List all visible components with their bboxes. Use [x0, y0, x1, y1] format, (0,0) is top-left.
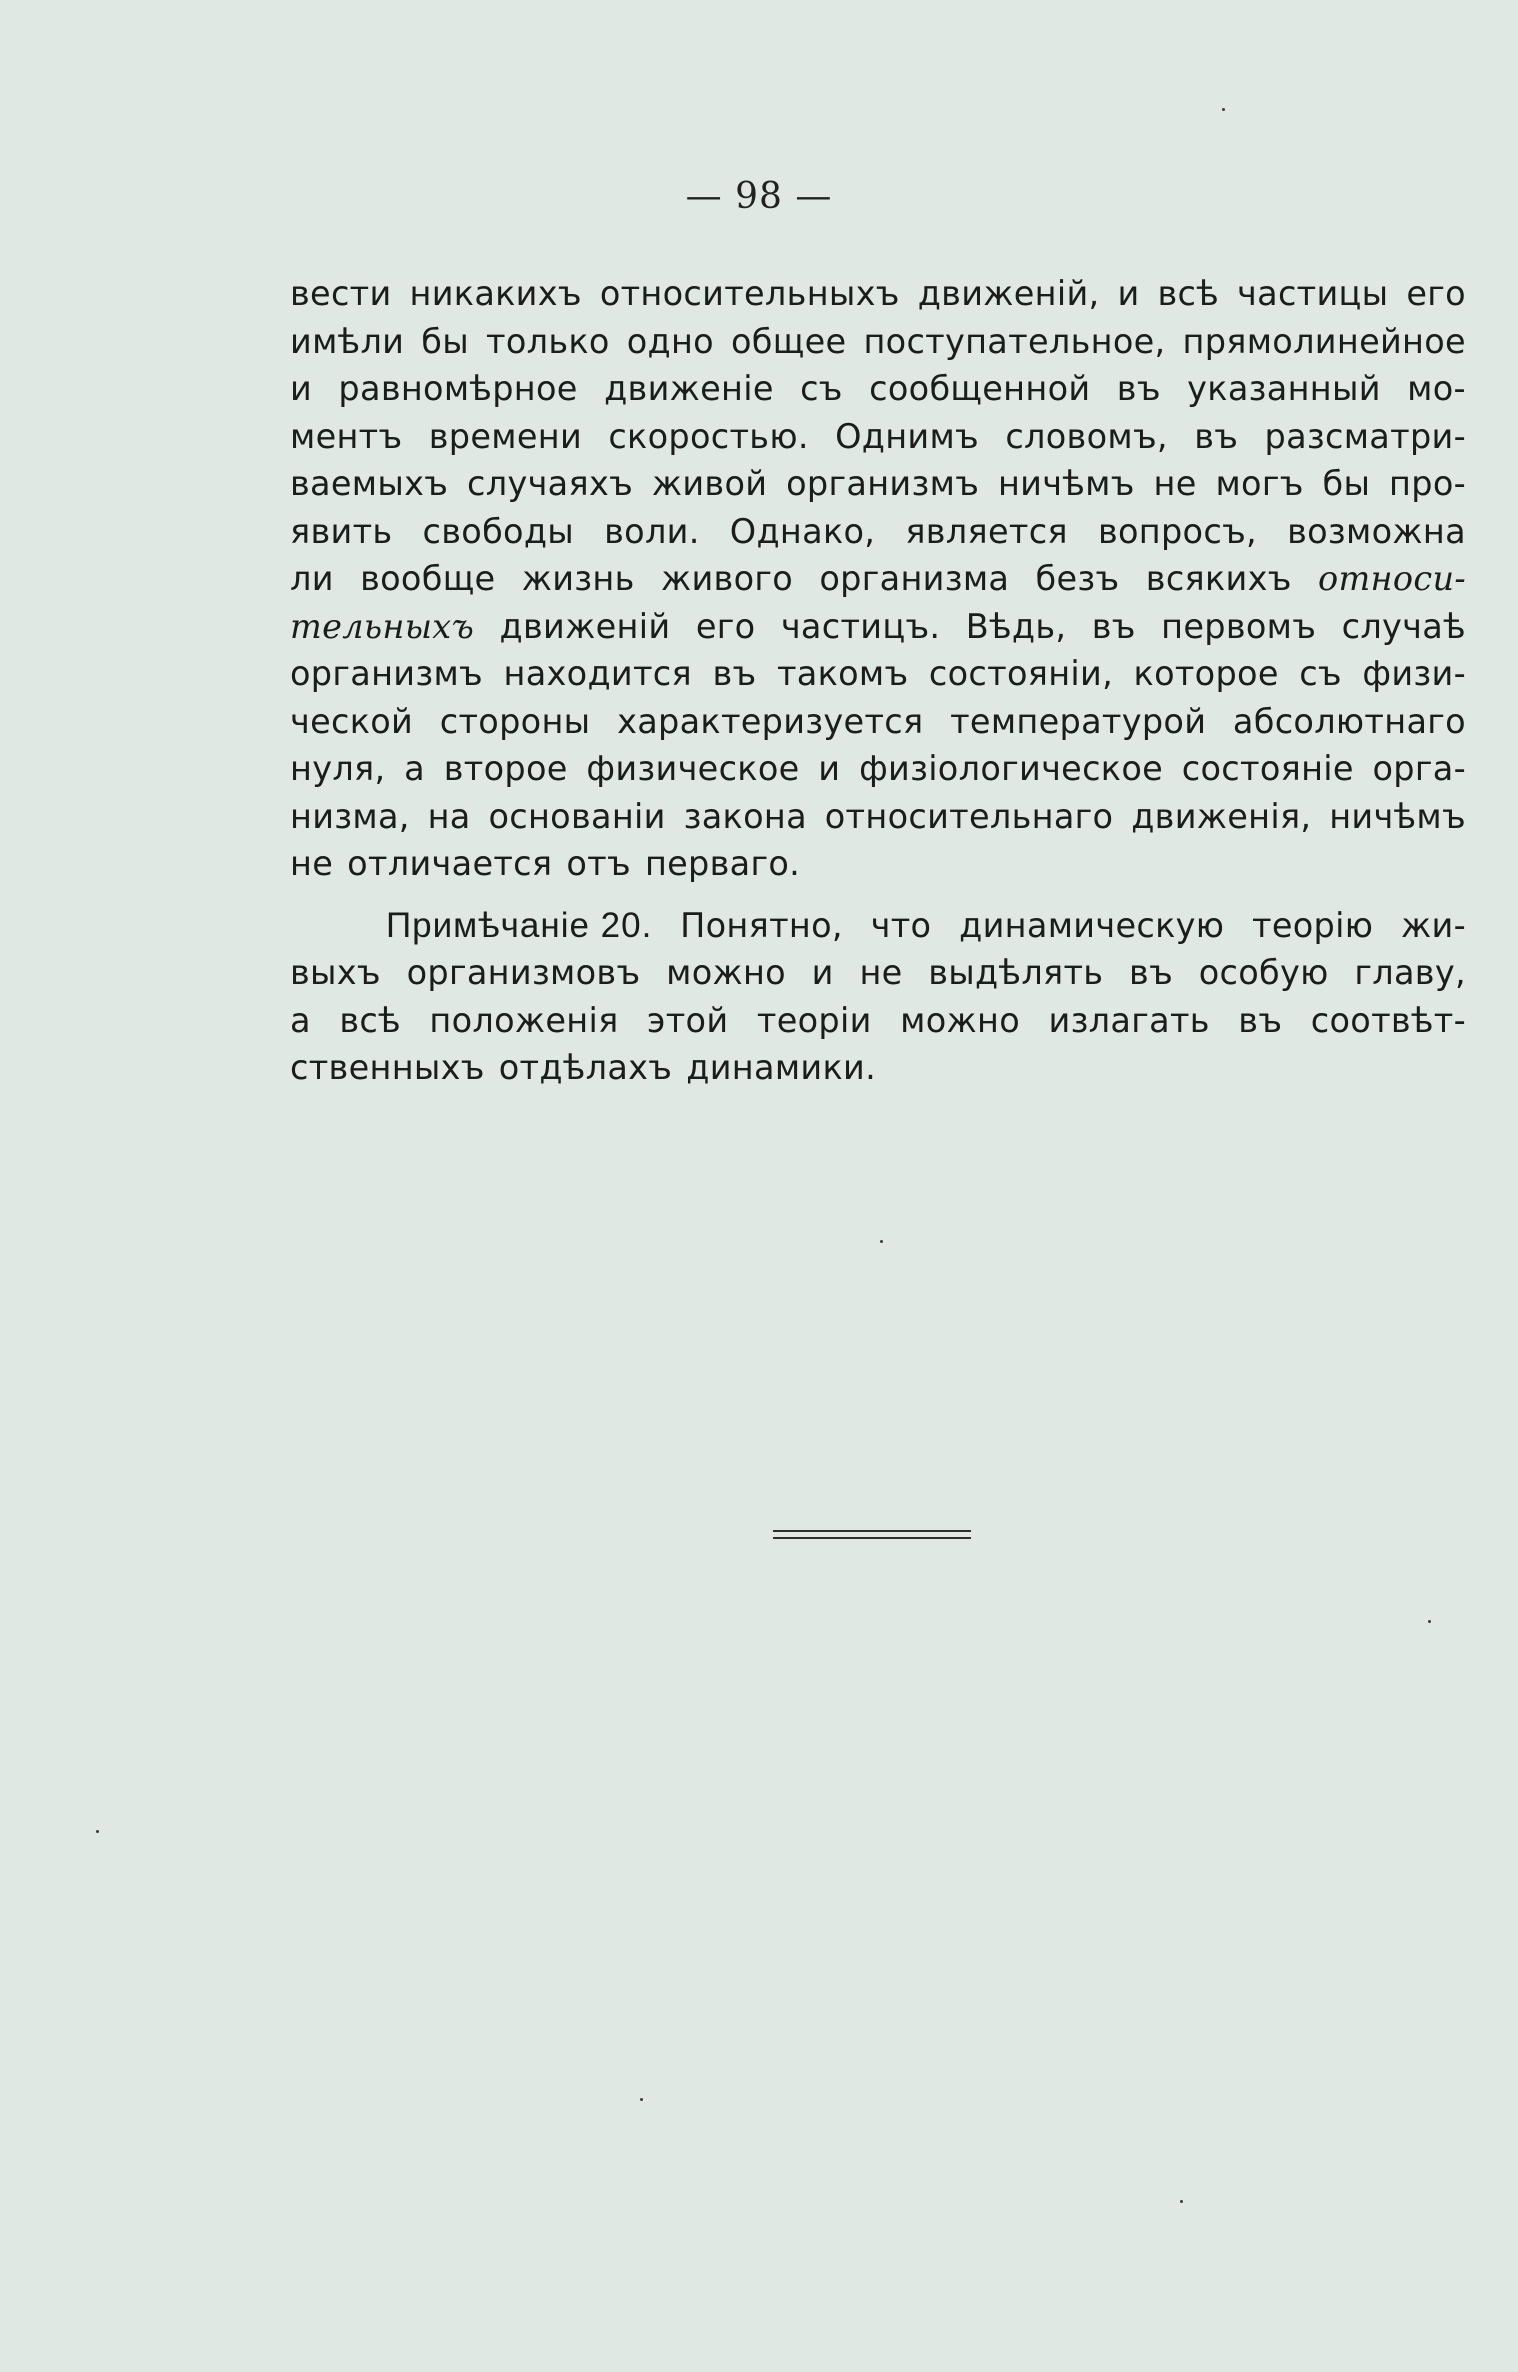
page-number: — 98 — — [685, 176, 833, 217]
text-line: ственныхъ отдѣлахъ динамики. — [290, 1048, 877, 1087]
paper-speck — [96, 1830, 99, 1833]
paper-speck — [880, 1240, 883, 1243]
paper-speck — [1180, 2200, 1183, 2203]
text-line: имѣли бы только одно общее поступательное, прямолинейное — [290, 321, 1466, 361]
text-line: тельныхъ движеній его частицъ. Вѣдь, въ первомъ случаѣ — [290, 603, 1466, 651]
text-line: не отличается отъ перваго. — [290, 844, 801, 883]
italic-emphasis: тельныхъ — [290, 606, 475, 646]
paper-speck — [640, 2098, 643, 2101]
note-paragraph — [290, 902, 1466, 1092]
text-line: вести никакихъ относительныхъ движеній, и всѣ частицы его — [290, 274, 1466, 313]
text-line: выхъ организмовъ можно и не выдѣлять въ особую главу, — [290, 953, 1466, 992]
text-line: ваемыхъ случаяхъ живой организмъ ничѣмъ не могъ бы про- — [290, 464, 1466, 503]
paper-speck — [1428, 1620, 1431, 1623]
text-line: Примѣчаніе 20. Понятно, что динамическую теорію жи- — [290, 902, 1466, 950]
text-line: и равномѣрное движеніе съ сообщенной въ указанный мо- — [290, 369, 1466, 408]
text-line: организмъ находится въ такомъ состояніи, которое съ физи- — [290, 654, 1466, 693]
text-line: явить свободы воли. Однако, является вопросъ, возможна — [290, 511, 1466, 551]
text-line: ческой стороны характеризуется температурой абсолютнаго — [290, 701, 1466, 741]
section-end-rule — [773, 1537, 971, 1539]
text-line: нуля, а второе физическое и физіологическое состояніе орга- — [290, 749, 1466, 788]
main-paragraph — [290, 270, 1466, 888]
text-line: ли вообще жизнь живого организма безъ всякихъ относи- — [290, 555, 1466, 603]
main-text — [290, 270, 1466, 1092]
section-end-rule — [773, 1530, 971, 1532]
paper-speck — [1222, 108, 1225, 111]
text-line: а всѣ положенія этой теоріи можно излагать въ соотвѣт- — [290, 1000, 1466, 1040]
text-line: низма, на основаніи закона относительнаго движенія, ничѣмъ — [290, 796, 1466, 836]
note-heading: Примѣчаніе 20. — [386, 905, 653, 945]
text-line: ментъ времени скоростью. Однимъ словомъ, въ разсматри- — [290, 416, 1466, 456]
italic-emphasis: относи- — [1318, 559, 1466, 598]
